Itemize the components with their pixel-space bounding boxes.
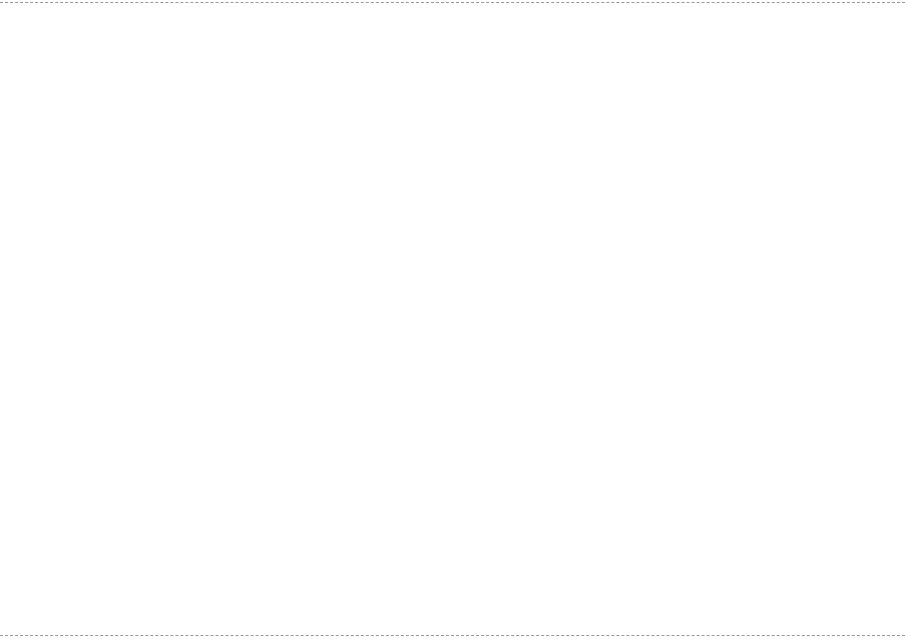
scan-edge-bottom [0,635,905,637]
scan-edge-top [0,2,905,4]
